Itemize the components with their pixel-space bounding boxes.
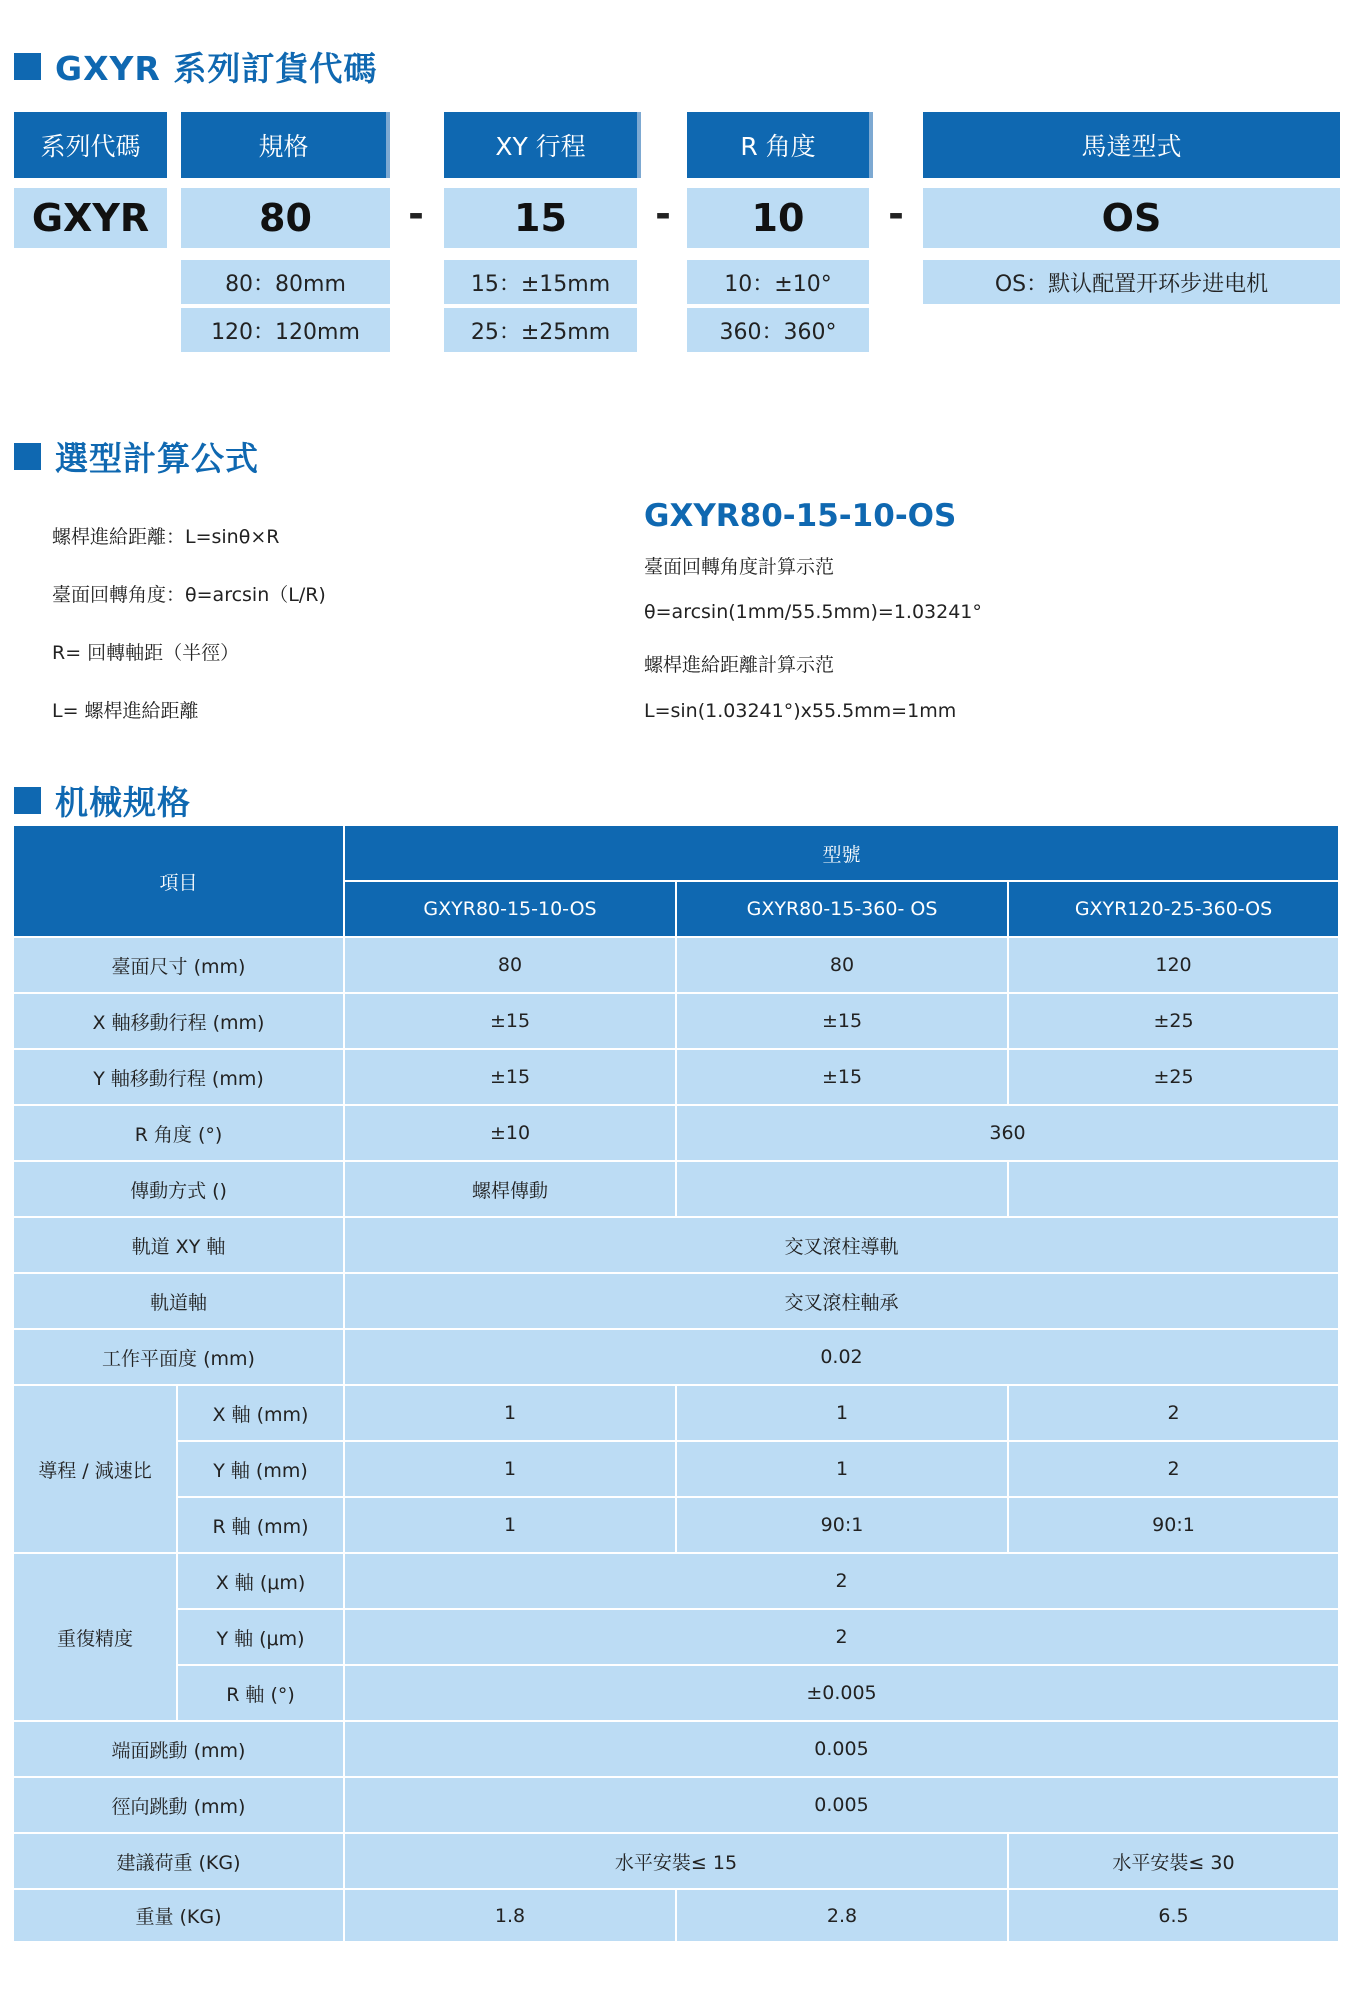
option-xy-25: 25：±25mm bbox=[444, 308, 637, 352]
table-cell: 水平安裝≤ 15 bbox=[345, 1834, 1009, 1890]
table-cell: 水平安裝≤ 30 bbox=[1009, 1834, 1340, 1890]
example-line: L=sin(1.03241°)x55.5mm=1mm bbox=[644, 700, 957, 722]
table-cell: ±15 bbox=[677, 1050, 1009, 1106]
table-cell: 2 bbox=[1009, 1442, 1340, 1498]
table-cell: 1 bbox=[345, 1386, 677, 1442]
table-cell: 80 bbox=[677, 938, 1009, 994]
example-line: 臺面回轉角度計算示范 bbox=[644, 556, 835, 578]
header-series-code: 系列代碼 bbox=[14, 112, 167, 178]
table-cell: 1.8 bbox=[345, 1890, 677, 1943]
row-sublabel: X 軸 (mm) bbox=[178, 1386, 345, 1442]
table-cell: 1 bbox=[345, 1442, 677, 1498]
table-cell: 2 bbox=[345, 1554, 1340, 1610]
dash-separator: - bbox=[408, 192, 424, 236]
table-cell: 0.005 bbox=[345, 1778, 1340, 1834]
row-label: 軌道 XY 軸 bbox=[14, 1218, 345, 1274]
section-ordering-code-heading bbox=[14, 46, 377, 86]
option-r-360: 360：360° bbox=[687, 308, 869, 352]
table-cell: 2.8 bbox=[677, 1890, 1009, 1943]
header-model-1: GXYR80-15-10-OS bbox=[345, 882, 677, 938]
table-cell: ±15 bbox=[677, 994, 1009, 1050]
row-sublabel: X 軸 (μm) bbox=[178, 1554, 345, 1610]
spec-table bbox=[14, 826, 1340, 1943]
table-cell: 螺桿傳動 bbox=[345, 1162, 677, 1218]
heading-square-icon bbox=[14, 787, 41, 814]
header-item: 項目 bbox=[14, 826, 345, 938]
table-cell: 80 bbox=[345, 938, 677, 994]
row-sublabel: Y 軸 (mm) bbox=[178, 1442, 345, 1498]
header-model-2: GXYR80-15-360- OS bbox=[677, 882, 1009, 938]
header-motor-type: 馬達型式 bbox=[923, 112, 1340, 178]
table-cell: 120 bbox=[1009, 938, 1340, 994]
row-label: 工作平面度 (mm) bbox=[14, 1330, 345, 1386]
table-cell: ±25 bbox=[1009, 1050, 1340, 1106]
table-cell: ±15 bbox=[345, 994, 677, 1050]
header-xy-travel: XY 行程 bbox=[444, 112, 641, 178]
header-model: 型號 bbox=[345, 826, 1340, 882]
heading-square-icon bbox=[14, 53, 41, 80]
option-xy-15: 15：±15mm bbox=[444, 260, 637, 304]
table-cell: 交叉滾柱導軌 bbox=[345, 1218, 1340, 1274]
heading-square-icon bbox=[14, 443, 41, 470]
section-spec-heading bbox=[14, 780, 191, 820]
example-title: GXYR80-15-10-OS bbox=[644, 498, 957, 534]
value-series-code: GXYR bbox=[14, 188, 167, 248]
table-cell: 1 bbox=[677, 1442, 1009, 1498]
dash-separator: - bbox=[655, 192, 671, 236]
row-label: 重量 (KG) bbox=[14, 1890, 345, 1943]
table-cell: 2 bbox=[1009, 1386, 1340, 1442]
option-spec-80: 80：80mm bbox=[181, 260, 390, 304]
row-label: 臺面尺寸 (mm) bbox=[14, 938, 345, 994]
table-cell: 2 bbox=[345, 1610, 1340, 1666]
table-cell: 90:1 bbox=[1009, 1498, 1340, 1554]
value-r-angle: 10 bbox=[687, 188, 869, 248]
row-label: Y 軸移動行程 (mm) bbox=[14, 1050, 345, 1106]
table-cell: 1 bbox=[345, 1498, 677, 1554]
row-sublabel: R 軸 (°) bbox=[178, 1666, 345, 1722]
formula-line: R= 回轉軸距（半徑） bbox=[52, 642, 240, 664]
section-formula-heading bbox=[14, 436, 259, 476]
formula-line: L= 螺桿進給距離 bbox=[52, 700, 199, 722]
row-sublabel: Y 軸 (μm) bbox=[178, 1610, 345, 1666]
value-xy-travel: 15 bbox=[444, 188, 637, 248]
option-spec-120: 120：120mm bbox=[181, 308, 390, 352]
header-model-3: GXYR120-25-360-OS bbox=[1009, 882, 1340, 938]
row-label: 建議荷重 (KG) bbox=[14, 1834, 345, 1890]
section-title: 選型計算公式 bbox=[55, 438, 259, 478]
group-label: 重復精度 bbox=[14, 1554, 178, 1722]
row-label: 傳動方式 () bbox=[14, 1162, 345, 1218]
row-label: R 角度 (°) bbox=[14, 1106, 345, 1162]
header-spec: 規格 bbox=[181, 112, 390, 178]
example-line: 螺桿進給距離計算示范 bbox=[644, 654, 835, 676]
row-sublabel: R 軸 (mm) bbox=[178, 1498, 345, 1554]
row-label: X 軸移動行程 (mm) bbox=[14, 994, 345, 1050]
table-cell: 90:1 bbox=[677, 1498, 1009, 1554]
section-title: 机械规格 bbox=[55, 782, 191, 822]
table-cell: 交叉滾柱軸承 bbox=[345, 1274, 1340, 1330]
option-r-10: 10：±10° bbox=[687, 260, 869, 304]
dash-separator: - bbox=[888, 192, 904, 236]
group-label: 導程 / 減速比 bbox=[14, 1386, 178, 1554]
section-title: GXYR 系列訂貨代碼 bbox=[55, 48, 378, 88]
option-motor-os: OS：默认配置开环步进电机 bbox=[923, 260, 1340, 304]
table-cell: 360 bbox=[677, 1106, 1340, 1162]
example-line: θ=arcsin(1mm/55.5mm)=1.03241° bbox=[644, 601, 982, 623]
formula-line: 臺面回轉角度：θ=arcsin（L/R) bbox=[52, 584, 326, 606]
table-cell: ±25 bbox=[1009, 994, 1340, 1050]
value-spec: 80 bbox=[181, 188, 390, 248]
header-r-angle: R 角度 bbox=[687, 112, 873, 178]
row-label: 軌道軸 bbox=[14, 1274, 345, 1330]
table-cell: 6.5 bbox=[1009, 1890, 1340, 1943]
row-label: 徑向跳動 (mm) bbox=[14, 1778, 345, 1834]
table-cell: ±0.005 bbox=[345, 1666, 1340, 1722]
row-label: 端面跳動 (mm) bbox=[14, 1722, 345, 1778]
table-cell: ±15 bbox=[345, 1050, 677, 1106]
table-cell bbox=[1009, 1162, 1340, 1218]
table-cell: ±10 bbox=[345, 1106, 677, 1162]
value-motor-type: OS bbox=[923, 188, 1340, 248]
table-cell: 1 bbox=[677, 1386, 1009, 1442]
formula-line: 螺桿進給距離：L=sinθ×R bbox=[52, 526, 280, 548]
table-cell: 0.02 bbox=[345, 1330, 1340, 1386]
table-cell bbox=[677, 1162, 1009, 1218]
table-cell: 0.005 bbox=[345, 1722, 1340, 1778]
